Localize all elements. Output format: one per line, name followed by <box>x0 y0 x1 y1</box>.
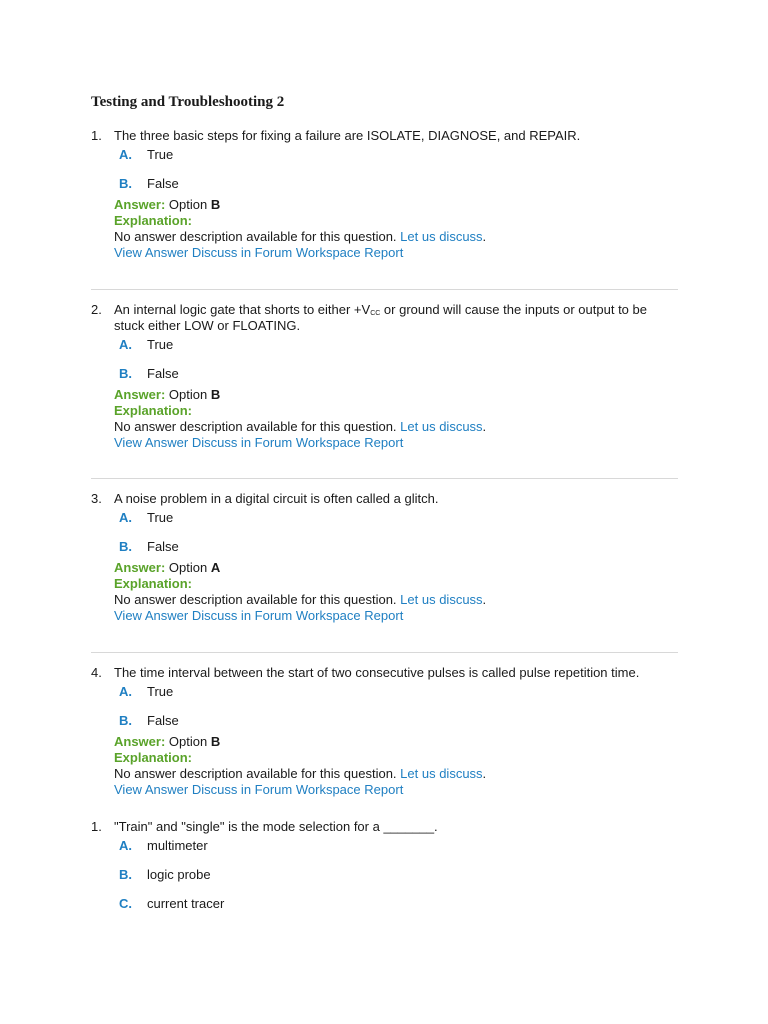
vcc-subscript: CC <box>370 310 381 317</box>
option-letter: A. <box>119 684 132 699</box>
answer-line <box>114 197 679 213</box>
action-links <box>114 435 679 451</box>
question-2 <box>91 302 679 451</box>
answer-value: B <box>210 387 221 402</box>
period: . <box>482 419 487 434</box>
option-word: Option <box>168 734 208 749</box>
option-text: False <box>147 366 179 381</box>
option-letter: B. <box>119 176 132 191</box>
explanation-text <box>114 229 679 245</box>
question-text: "Train" and "single" is the mode selection for a _______. <box>114 819 438 834</box>
question-text <box>114 302 679 334</box>
let-us-discuss-link[interactable]: Let us discuss <box>400 419 483 434</box>
option-text: current tracer <box>147 896 225 911</box>
action-links <box>114 608 679 624</box>
no-description-text: No answer description available for this question. <box>114 592 397 607</box>
option-b[interactable] <box>119 713 679 734</box>
question-1 <box>91 128 679 261</box>
option-letter: A. <box>119 838 132 853</box>
option-b[interactable] <box>119 539 679 560</box>
question-5 <box>91 819 679 917</box>
option-list <box>119 147 679 197</box>
discuss-in-forum-link[interactable]: Discuss in Forum <box>191 782 293 797</box>
option-b[interactable] <box>119 176 679 197</box>
option-letter: B. <box>119 539 132 554</box>
view-answer-link[interactable]: View Answer <box>114 245 189 260</box>
view-answer-link[interactable]: View Answer <box>114 782 189 797</box>
explanation-text <box>114 766 679 782</box>
option-word: Option <box>168 197 208 212</box>
view-answer-link[interactable]: View Answer <box>114 608 189 623</box>
question-text: A noise problem in a digital circuit is often called a glitch. <box>114 491 439 506</box>
answer-label: Answer: <box>114 560 166 575</box>
report-link[interactable]: Report <box>364 608 404 623</box>
option-a[interactable] <box>119 684 679 713</box>
let-us-discuss-link[interactable]: Let us discuss <box>400 766 483 781</box>
question-number: 3. <box>91 491 102 506</box>
period: . <box>482 229 487 244</box>
question-3 <box>91 491 679 624</box>
view-answer-link[interactable]: View Answer <box>114 435 189 450</box>
option-word: Option <box>168 560 208 575</box>
question-number: 4. <box>91 665 102 680</box>
option-b[interactable] <box>119 366 679 387</box>
divider <box>91 652 678 653</box>
explanation-label: Explanation: <box>114 403 193 418</box>
no-description-text: No answer description available for this question. <box>114 419 397 434</box>
option-letter: A. <box>119 337 132 352</box>
answer-line <box>114 734 679 750</box>
option-list <box>119 510 679 560</box>
answer-block <box>114 197 679 261</box>
option-letter: A. <box>119 510 132 525</box>
question-row <box>91 302 679 334</box>
question-text-part: or ground will cause the inputs or output to be stuck either LOW or FLOATING. <box>114 302 647 333</box>
discuss-in-forum-link[interactable]: Discuss in Forum <box>191 435 293 450</box>
period: . <box>482 592 487 607</box>
answer-block <box>114 387 679 451</box>
no-description-text: No answer description available for this question. <box>114 766 397 781</box>
explanation-label: Explanation: <box>114 750 193 765</box>
option-list <box>119 684 679 734</box>
answer-label: Answer: <box>114 197 166 212</box>
workspace-link[interactable]: Workspace <box>295 608 361 623</box>
option-letter: C. <box>119 896 132 911</box>
page-title: Testing and Troubleshooting 2 <box>91 94 285 110</box>
question-text-part: An internal logic gate that shorts to either +V <box>114 302 371 317</box>
option-letter: B. <box>119 713 132 728</box>
question-row <box>91 819 679 835</box>
report-link[interactable]: Report <box>364 435 404 450</box>
option-a[interactable] <box>119 510 679 539</box>
question-row <box>91 665 679 681</box>
option-letter: B. <box>119 867 132 882</box>
question-number: 2. <box>91 302 102 317</box>
workspace-link[interactable]: Workspace <box>295 245 361 260</box>
question-row <box>91 128 679 144</box>
let-us-discuss-link[interactable]: Let us discuss <box>400 592 483 607</box>
option-text: True <box>147 147 174 162</box>
explanation-label: Explanation: <box>114 213 193 228</box>
question-number: 1. <box>91 819 102 834</box>
report-link[interactable]: Report <box>364 782 404 797</box>
option-text: logic probe <box>147 867 211 882</box>
let-us-discuss-link[interactable]: Let us discuss <box>400 229 483 244</box>
option-letter: B. <box>119 366 132 381</box>
option-a[interactable] <box>119 147 679 176</box>
answer-block <box>114 734 679 798</box>
period: . <box>482 766 487 781</box>
divider <box>91 478 678 479</box>
discuss-in-forum-link[interactable]: Discuss in Forum <box>191 245 293 260</box>
option-a[interactable] <box>119 337 679 366</box>
answer-line <box>114 387 679 403</box>
answer-label: Answer: <box>114 734 166 749</box>
option-b[interactable] <box>119 867 679 896</box>
workspace-link[interactable]: Workspace <box>295 435 361 450</box>
question-4 <box>91 665 679 798</box>
option-text: multimeter <box>147 838 208 853</box>
answer-value: A <box>210 560 221 575</box>
report-link[interactable]: Report <box>364 245 404 260</box>
divider <box>91 289 678 290</box>
question-text: The time interval between the start of two consecutive pulses is called pulse repetition time. <box>114 665 640 680</box>
option-list <box>119 337 679 387</box>
explanation-label: Explanation: <box>114 576 193 591</box>
workspace-link[interactable]: Workspace <box>295 782 361 797</box>
option-text: False <box>147 176 179 191</box>
question-row <box>91 491 679 507</box>
option-text: False <box>147 539 179 554</box>
question-number: 1. <box>91 128 102 143</box>
option-a[interactable] <box>119 838 679 867</box>
answer-label: Answer: <box>114 387 166 402</box>
action-links <box>114 782 679 798</box>
option-text: False <box>147 713 179 728</box>
explanation-text <box>114 419 679 435</box>
option-c[interactable] <box>119 896 679 917</box>
answer-value: B <box>210 734 221 749</box>
option-text: True <box>147 337 174 352</box>
discuss-in-forum-link[interactable]: Discuss in Forum <box>191 608 293 623</box>
action-links <box>114 245 679 261</box>
option-text: True <box>147 684 174 699</box>
answer-block <box>114 560 679 624</box>
answer-line <box>114 560 679 576</box>
option-letter: A. <box>119 147 132 162</box>
no-description-text: No answer description available for this question. <box>114 229 397 244</box>
option-list <box>119 838 679 917</box>
question-text: The three basic steps for fixing a failure are ISOLATE, DIAGNOSE, and REPAIR. <box>114 128 581 143</box>
explanation-text <box>114 592 679 608</box>
option-word: Option <box>168 387 208 402</box>
option-text: True <box>147 510 174 525</box>
answer-value: B <box>210 197 221 212</box>
